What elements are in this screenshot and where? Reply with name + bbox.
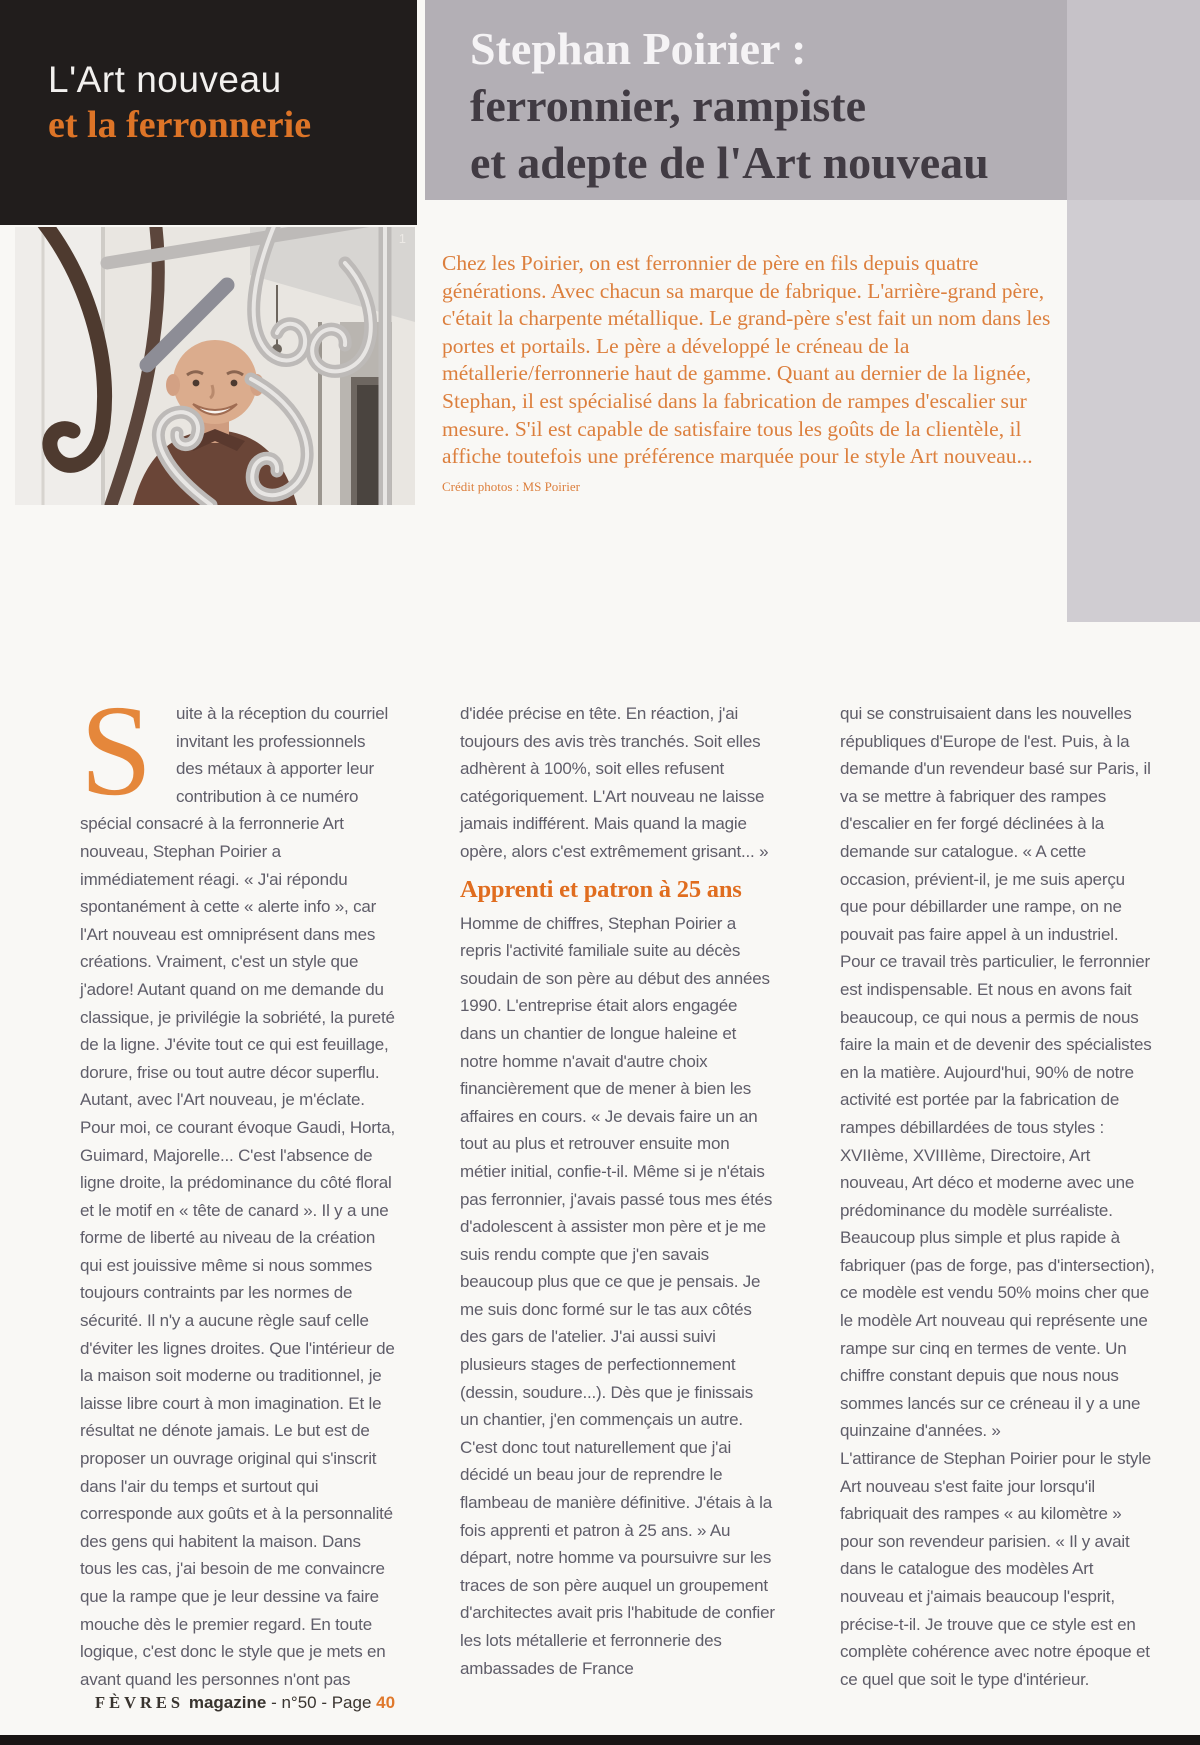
kicker-line-2: et la ferronnerie xyxy=(48,104,312,146)
column-1 xyxy=(80,679,396,1693)
photo-credit: Crédit photos : MS Poirier xyxy=(442,478,580,494)
article-title-line-3: et adepte de l'Art nouveau xyxy=(470,137,989,188)
magazine-label: magazine xyxy=(188,1693,267,1712)
column-1-text: uite à la réception du courriel invitant les professionnels des métaux à apporter leur contribution à ce numéro spécial consacré à la ferronnerie Art nouveau, Stephan Poirier a immédiatement réagi. « J'ai répondu spontanément à cette « alerte info », car l'Art nouveau est omniprésent dans mes créations. Vraiment, c'est un style que j'adore! Autant quand on me demande du classique, je privilégie la sobriété, la pureté de la ligne. J'évite tout ce qui est feuillage, dorure, frise ou tout autre décor superflu. Autant, avec l'Art nouveau, je m'éclate. Pour moi, ce courant évoque Gaudi, Horta, Guimard, Majorelle... C'est l'absence de ligne droite, la prédominance du côté floral et le motif en « tête de canard ». Il y a une forme de liberté au niveau de la création qui est jouissive même si nous sommes toujours contraints par les normes de sécurité. Il n'y a aucune règle sauf celle d'éviter les lignes droites. Que l'intérieur de la maison soit moderne ou traditionnel, je laisse libre court à mon imagination. Et le résultat ne dénote jamais. Le but est de proposer un ouvrage original qui s'inscrit dans l'air du temps et surtout qui corresponde aux goûts et à la personnalité des gens qui habitent la maison. Dans tous les cas, j'ai besoin de me convaincre que la rampe que je leur dessine va faire mouche dès le premier regard. En toute logique, c'est donc le style que je mets en avant quand les personnes n'ont pas xyxy=(80,704,395,1689)
column-2 xyxy=(460,700,776,1693)
drop-cap: S xyxy=(80,679,153,823)
photo-stephan-poirier xyxy=(15,227,415,505)
magazine-brand: FÈVRES xyxy=(95,1693,185,1712)
page-number: 40 xyxy=(376,1693,396,1712)
article-title xyxy=(470,20,989,191)
issue-and-page-label: - n°50 - Page xyxy=(271,1693,372,1712)
photo-number-marker: 1 xyxy=(398,231,406,246)
bottom-black-bar xyxy=(0,1735,1200,1745)
column-3-paragraph-2: L'attirance de Stephan Poirier pour le style Art nouveau s'est faite jour lorsqu'il fabriquait des rampes « au kilomètre » pour son revendeur parisien. « Il y avait dans le catalogue des modèles Art nouveau et j'aimais beaucoup l'esprit, précise-t-il. Je trouve que ce style est en complète cohérence avec notre époque et ce quel que soit le type d'intérieur. xyxy=(840,1449,1152,1689)
article-title-line-1: Stephan Poirier : xyxy=(470,23,807,74)
page-edge-strip xyxy=(1067,0,1200,622)
wrought-iron-portrait-illustration xyxy=(15,227,415,505)
column-2-text-before-heading: d'idée précise en tête. En réaction, j'ai toujours des avis très tranchés. Soit elles adhèrent à 100%, soit elles refusent catégoriquement. L'Art nouveau ne laisse jamais indifférent. Mais quand la magie opère, alors c'est extrêmement grisant... » xyxy=(460,704,769,861)
intro-paragraph xyxy=(442,250,1058,500)
column-2-text-after-heading: Homme de chiffres, Stephan Poirier a repris l'activité familiale suite au décès soudain de son père au début des années 1990. L'entreprise était alors engagée dans un chantier de longue haleine et notre homme n'avait d'autre choix financièrement que de mener à bien les affaires en cours. « Je devais faire un an tout au plus et retrouver ensuite mon métier initial, confie-t-il. Même si je n'étais pas ferronnier, j'avais passé tous mes étés d'adolescent à assister mon père et je me suis rendu compte que j'en savais beaucoup plus que ce que je pensais. Je me suis donc formé sur le tas aux côtés des gars de l'atelier. J'ai aussi suivi plusieurs stages de perfectionnement (dessin, soudure...). Dès que je finissais un chantier, j'en commençais un autre. C'est donc tout naturellement que j'ai décidé un beau jour de reprendre le flambeau de manière définitive. J'étais à la fois apprenti et patron à 25 ans. » Au départ, notre homme va poursuivre sur les traces de son père auquel un groupement d'architectes avait pris l'habitude de confier les lots métallerie et ferronnerie des ambassades de France xyxy=(460,913,775,1678)
kicker-box xyxy=(0,0,417,225)
column-3 xyxy=(840,700,1156,1693)
kicker-line-1: L'Art nouveau xyxy=(48,59,282,100)
intro-text: Chez les Poirier, on est ferronnier de père en fils depuis quatre générations. Avec chacun sa marque de fabrique. L'arrière-grand père, c'était la charpente métallique. Le grand-père s'est fait un nom dans les portes et portails. Le père a développé le créneau de la métallerie/ferronnerie haut de gamme. Quant au dernier de la lignée, Stephan, il est spécialisé dans la fabrication de rampes d'escalier sur mesure. S'il est capable de satisfaire tous les goûts de la clientèle, il affiche toutefois une préférence marquée pour le style Art nouveau... xyxy=(442,251,1051,469)
article-title-line-2: ferronnier, rampiste xyxy=(470,80,867,131)
section-heading: Apprenti et patron à 25 ans xyxy=(460,875,742,903)
page-footer xyxy=(95,1693,395,1713)
column-3-paragraph-1: qui se construisaient dans les nouvelles républiques d'Europe de l'est. Puis, à la demande d'un revendeur basé sur Paris, il va se mettre à fabriquer des rampes d'escalier en fer forgé déclinées à la demande sur catalogue. « A cette occasion, prévient-il, je me suis aperçu que pour débillarder une rampe, on ne pouvait pas faire appel à un industriel. Pour ce travail très particulier, le ferronnier est indispensable. Et nous en avons fait beaucoup, ce qui nous a permis de nous faire la main et de devenir des spécialistes en la matière. Aujourd'hui, 90% de notre activité est portée par la fabrication de rampes débillardées de tous styles : XVIIème, XVIIIème, Directoire, Art nouveau, Art déco et moderne avec une prédominance du modèle surréaliste. Beaucoup plus simple et plus rapide à fabriquer (pas de forge, pas d'intersection), ce modèle est vendu 50% moins cher que le modèle Art nouveau qui représente une rampe sur cinq en termes de vente. Un chiffre constant depuis que nous nous sommes lancés sur ce créneau il y a une quinzaine d'années. » xyxy=(840,704,1155,1441)
article-body xyxy=(80,679,1160,1693)
